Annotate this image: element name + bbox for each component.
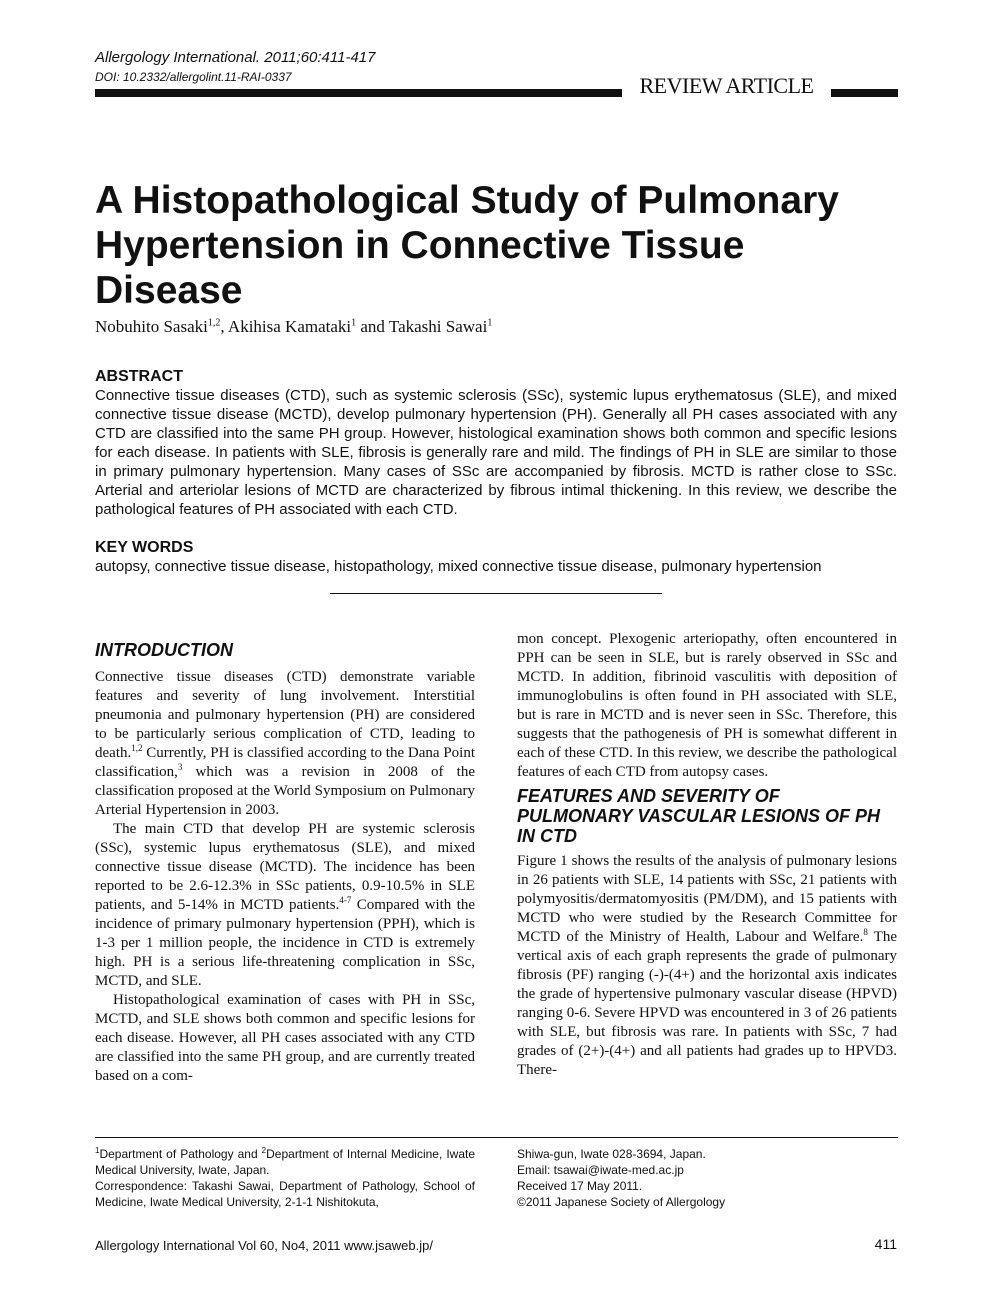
affiliation-note <box>95 1146 475 1178</box>
body-column-right <box>517 630 897 1080</box>
address-continued: Shiwa-gun, Iwate 028-3694, Japan. <box>517 1147 706 1161</box>
page-number: 411 <box>874 1236 897 1252</box>
citation-ref[interactable]: 3 <box>177 762 183 772</box>
journal-citation: Allergology International. 2011;60:411-417 <box>95 49 376 66</box>
author-affiliation-mark: 1 <box>351 317 357 329</box>
footer-citation: Allergology International Vol 60, No4, 2011 www.jsaweb.jp/ <box>95 1238 433 1253</box>
section-divider <box>330 593 662 594</box>
introduction-heading: INTRODUCTION <box>95 640 233 660</box>
author-affiliation-mark: 1,2 <box>207 317 221 329</box>
paragraph-text: which was a revision in 2008 of the classification proposed at the World Symposium on Pulmonary Arterial Hypertension in 2003. <box>95 764 475 818</box>
author-name: Akihisa Kamataki <box>227 317 352 336</box>
affiliation-mark: 2 <box>261 1146 267 1155</box>
author-name: Takashi Sawai <box>388 317 488 336</box>
header-rule-right <box>831 89 898 97</box>
keywords-text: autopsy, connective tissue disease, histopathology, mixed connective tissue disease, pulmonary hypertension <box>95 558 822 575</box>
paragraph-text: Figure 1 shows the results of the analysis of pulmonary lesions in 26 patients with SLE, 14 patients with SSc, 21 patients with polymyositis/dermatomyositis (PM/DM), and 15 patients with MCTD who were studied by the Research Committee for MCTD of the Ministry of Health, Labour and Welfare. <box>517 853 897 945</box>
affiliation-mark: 1 <box>95 1146 100 1155</box>
article-type-label: REVIEW ARTICLE <box>639 73 814 98</box>
paragraph-text: Connective tissue diseases (CTD) demonstrate variable features and severity of lung involvement. Interstitial pneumonia and pulmonary hypertension (PH) are considered to be particularly serious complication of CTD, leading to death. <box>95 669 475 761</box>
features-heading: FEATURES AND SEVERITY OF PULMONARY VASCULAR LESIONS OF PH IN CTD <box>517 786 881 846</box>
author-list <box>95 317 492 337</box>
paragraph <box>95 668 475 820</box>
citation-ref[interactable]: 1,2 <box>131 743 143 753</box>
article-title: A Histopathological Study of Pulmonary Hypertension in Connective Tissue Disease <box>95 179 839 312</box>
paragraph <box>95 820 475 991</box>
doi[interactable]: DOI: 10.2332/allergolint.11-RAI-0337 <box>95 70 292 84</box>
body-column-left <box>95 640 475 1086</box>
footnote-left <box>95 1146 475 1210</box>
citation-ref[interactable]: 8 <box>863 927 868 937</box>
email[interactable]: Email: tsawai@iwate-med.ac.jp <box>517 1163 684 1177</box>
paragraph-text: Currently, PH is classified according to the Dana Point classification, <box>95 745 475 780</box>
header-rule <box>95 89 622 97</box>
received-date: Received 17 May 2011. <box>517 1179 643 1193</box>
paragraph <box>517 852 897 1080</box>
abstract-text: Connective tissue diseases (CTD), such as systemic sclerosis (SSc), systemic lupus erythematosus (SLE), and mixed connective tissue disease (MCTD), develop pulmonary hypertension (PH). Generally all PH cases associated with any CTD are classified into the same PH group. However, histological examination shows both common and specific lesions for each disease. In patients with SLE, fibrosis is generally rare and mild. The findings of PH in SLE are similar to those in primary pulmonary hypertension. Many cases of SSc are accompanied by fibrosis. MCTD is rather close to SSc. Arterial and arteriolar lesions of MCTD are characterized by fibrous intimal thickening. In this review, we describe the pathological features of PH associated with each CTD. <box>95 387 897 518</box>
footnote-rule <box>95 1137 898 1138</box>
correspondence-note: Correspondence: Takashi Sawai, Department of Pathology, School of Medicine, Iwate Medical University, 2-1-1 Nishitokuta, <box>95 1179 475 1209</box>
affiliation-text: Department of Internal Medicine, Iwate Medical University, Iwate, Japan. <box>95 1147 476 1177</box>
copyright: ©2011 Japanese Society of Allergology <box>517 1195 726 1209</box>
author-affiliation-mark: 1 <box>487 317 493 329</box>
author-name: Nobuhito Sasaki <box>95 317 208 336</box>
footnote-right <box>517 1146 897 1210</box>
affiliation-text: Department of Pathology and <box>99 1147 262 1161</box>
paragraph-text: The vertical axis of each graph represents the grade of pulmonary fibrosis (PF) ranging (-)-(4+) and the horizontal axis indicates the grade of hypertensive pulmonary vascular disease (HPVD) ranging 0-6. Severe HPVD was encountered in 3 of 26 patients with SLE, but fibrosis was rare. In patients with SSc, 7 had grades of (2+)-(4+) and all patients had grades up to HPVD3. There- <box>517 929 897 1078</box>
author-separator: and <box>356 317 389 336</box>
paragraph-continued: mon concept. Plexogenic arteriopathy, often encountered in PPH can be seen in SLE, but is rarely observed in SSc and MCTD. In addition, fibrinoid vasculitis with deposition of immunoglobulins is often found in PH associated with SLE, but is rare in MCTD and is never seen in SSc. Therefore, this suggests that the pathogenesis of PH is somewhat different in each of these CTD. In this review, we describe the pathological features of each CTD from autopsy cases. <box>517 631 897 780</box>
abstract-heading: ABSTRACT <box>95 368 183 385</box>
author-separator: , <box>220 317 228 336</box>
paragraph: Histopathological examination of cases with PH in SSc, MCTD, and SLE shows both common and specific lesions for each disease. However, all PH cases associated with any CTD are classified into the same PH group, and are currently treated based on a com- <box>95 992 475 1084</box>
paragraph-text: The main CTD that develop PH are systemic sclerosis (SSc), systemic lupus erythematosus (SLE), and mixed connective tissue disease (MCTD). The incidence has been reported to be 2.6-12.3% in SSc patients, 0.9-10.5% in SLE patients, and 5-14% in MCTD patients. <box>95 821 475 913</box>
paragraph-text: Compared with the incidence of primary pulmonary hypertension (PPH), which is 1-3 per 1 million people, the incidence in CTD is extremely high. PH is a serious life-threatening complication in SSc, MCTD, and SLE. <box>95 897 475 989</box>
keywords-heading: KEY WORDS <box>95 539 194 556</box>
citation-ref[interactable]: 4-7 <box>339 895 352 905</box>
